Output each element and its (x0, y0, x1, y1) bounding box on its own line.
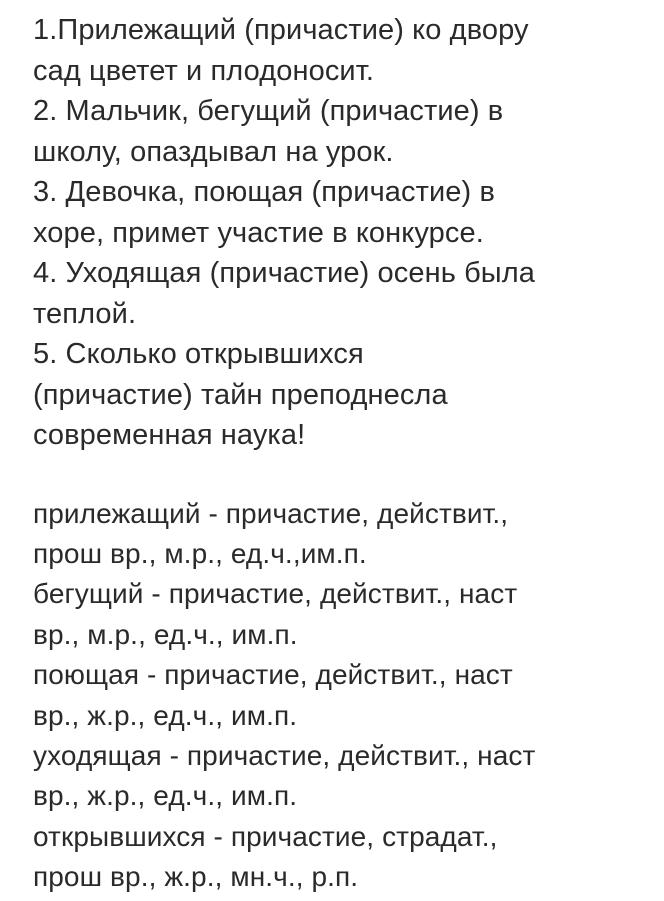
sentences-block (33, 10, 664, 456)
sentence-line: школу, опаздывал на урок. (33, 135, 394, 168)
analysis-line: бегущий - причастие, действит., наст (33, 578, 518, 610)
analysis-line: вр., м.р., ед.ч., им.п. (33, 618, 298, 650)
sentence-line: 1.Прилежащий (причастие) ко двору (33, 14, 529, 46)
analysis-line: вр., ж.р., ед.ч., им.п. (33, 780, 298, 812)
analysis-line: открывшихся - причастие, страдат., (33, 820, 498, 852)
sentence-line: теплой. (33, 297, 137, 330)
sentence-line: сад цветет и плодоносит. (33, 54, 375, 87)
sentence-line: 4. Уходящая (причастие) осень была (33, 257, 535, 289)
sentence-line: (причастие) тайн преподнесла (33, 378, 448, 411)
sentence-line: 3. Девочка, поющая (причастие) в (33, 176, 495, 208)
sentence-line: 2. Мальчик, бегущий (причастие) в (33, 95, 504, 127)
analysis-line: уходящая - причастие, действит., наст (33, 739, 536, 771)
analysis-line: прош вр., м.р., ед.ч.,им.п. (33, 537, 367, 569)
sentence-line: современная наука! (33, 419, 306, 451)
analysis-line: прош вр., ж.р., мн.ч., р.п. (33, 861, 359, 893)
analysis-block (33, 494, 664, 898)
sentence-line: хоре, примет участие в конкурсе. (33, 216, 484, 249)
sentence-line: 5. Сколько открывшихся (33, 338, 364, 370)
analysis-line: поющая - причастие, действит., наст (33, 659, 513, 691)
analysis-line: прилежащий - причастие, действит., (33, 497, 509, 529)
section-gap (33, 456, 664, 494)
analysis-line: вр., ж.р., ед.ч., им.п. (33, 699, 298, 731)
